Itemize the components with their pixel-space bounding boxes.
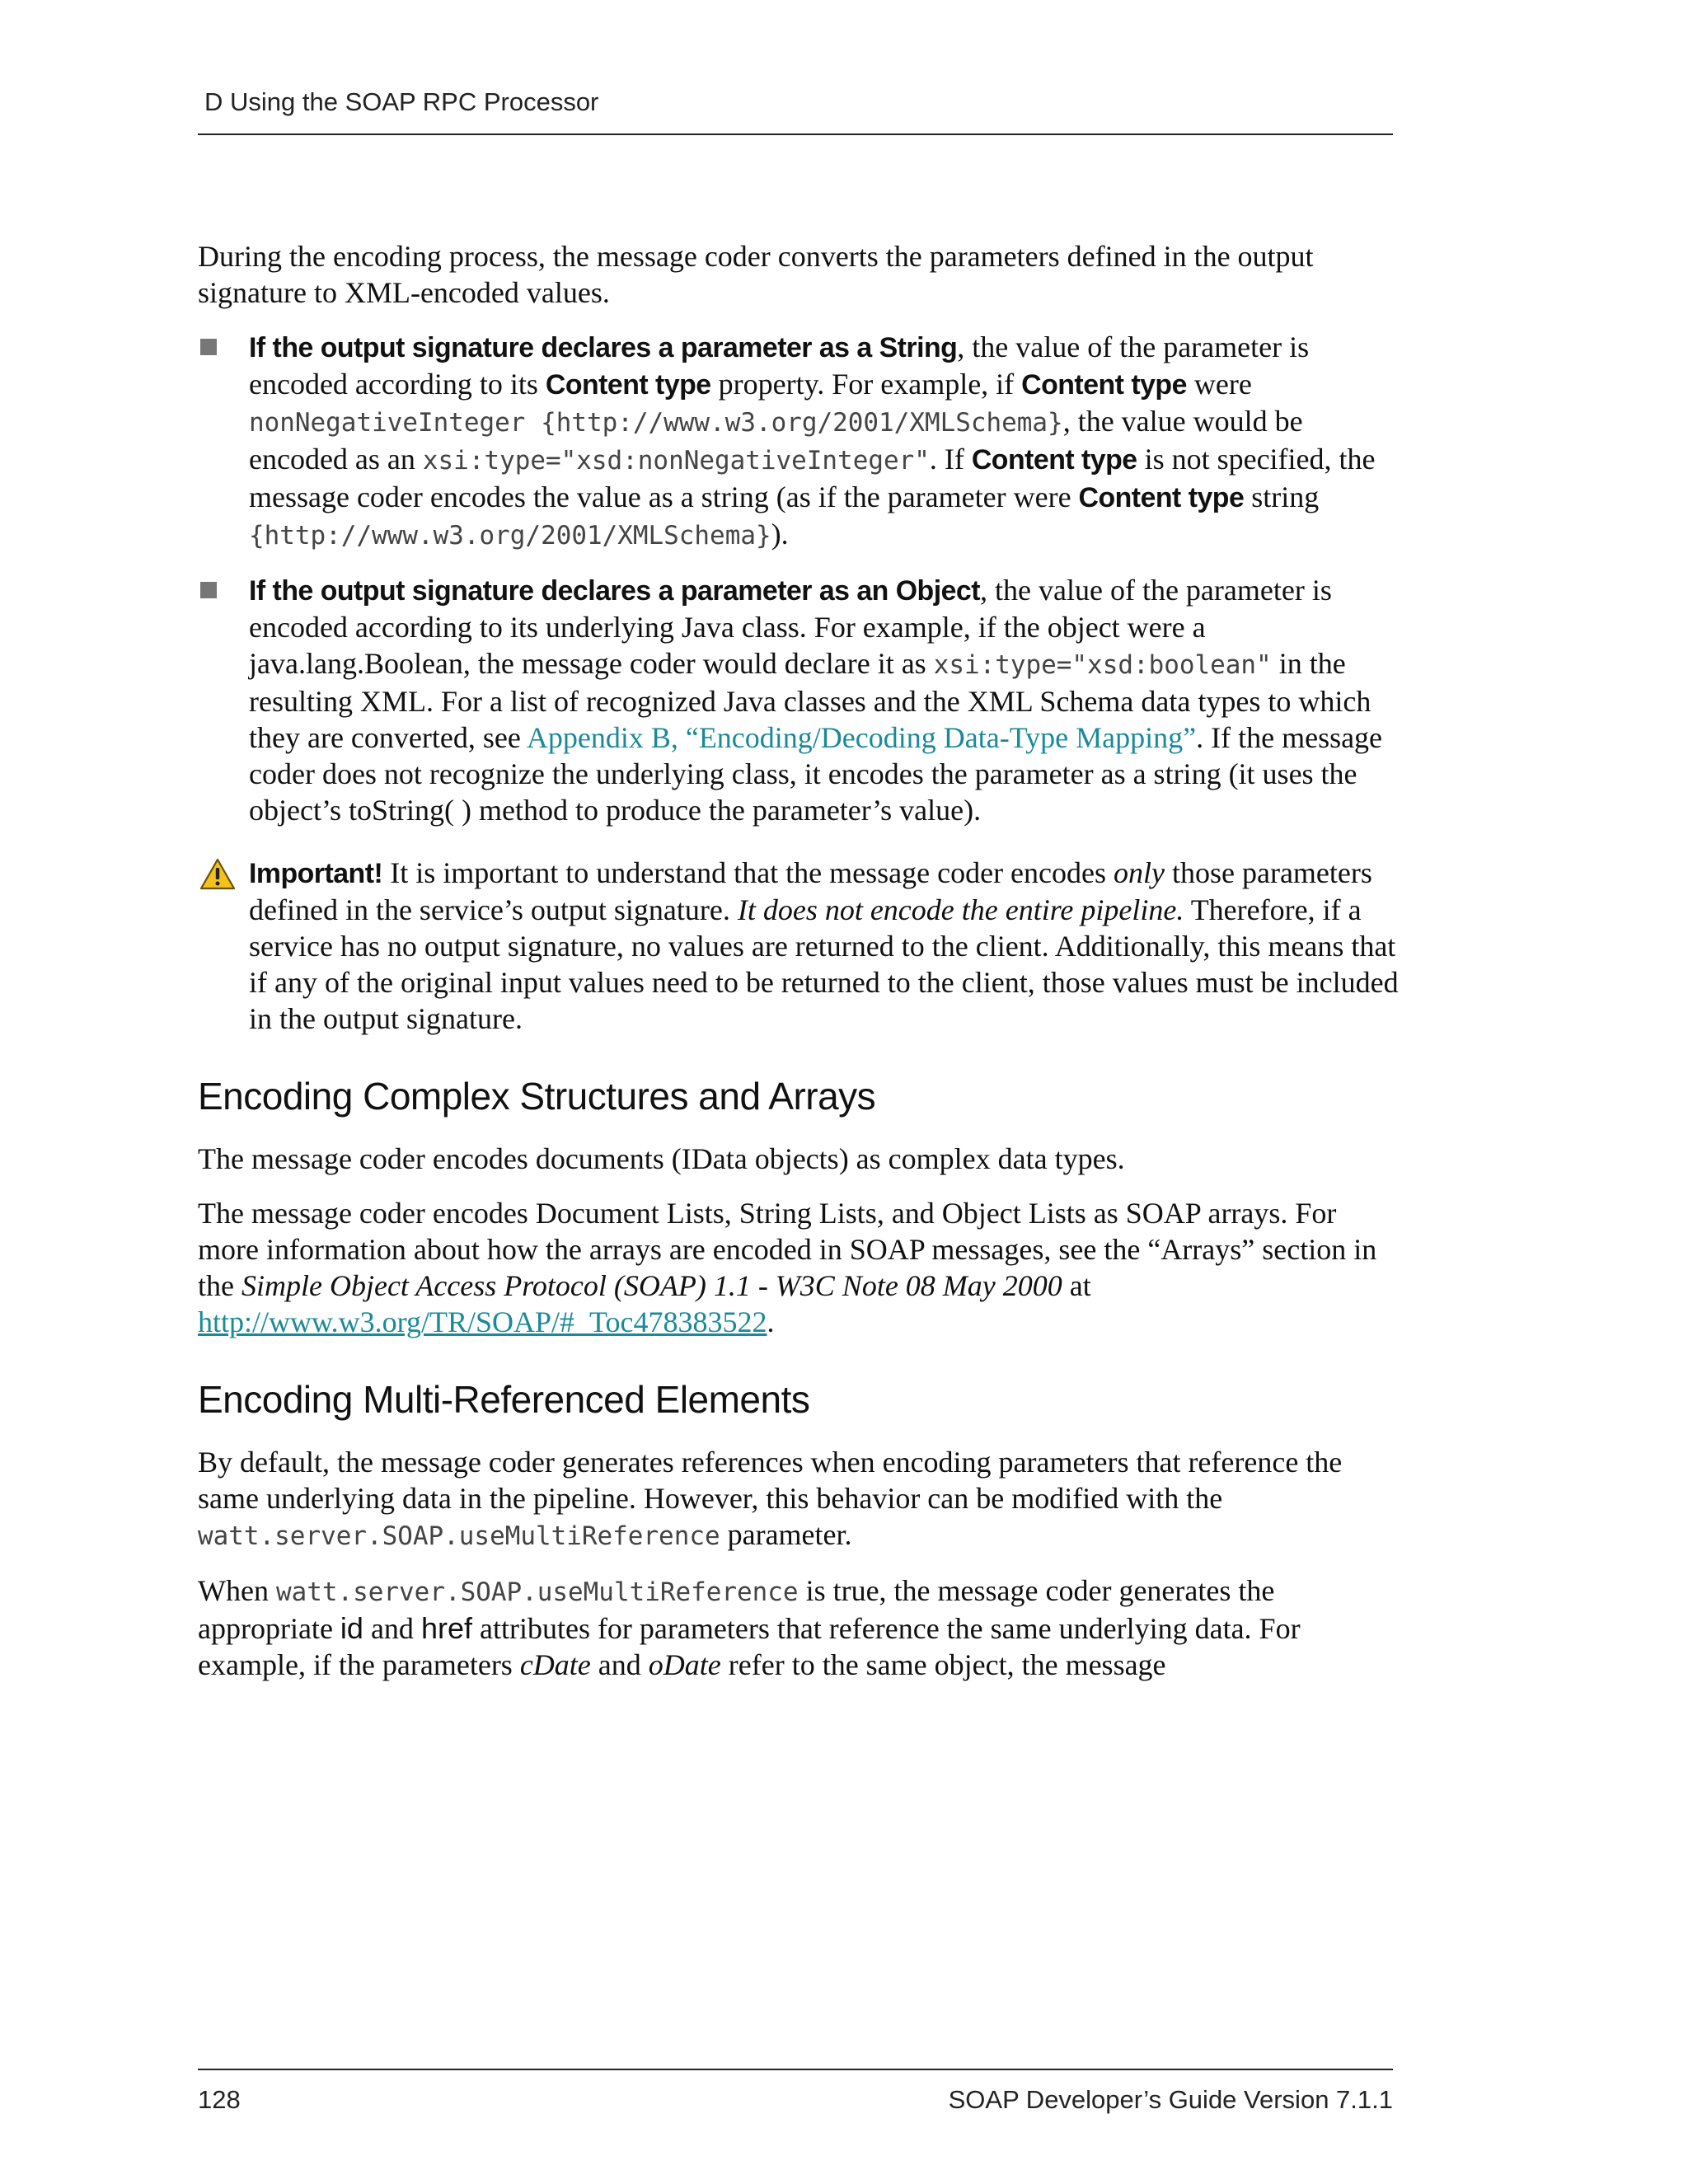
list-item-string: If the output signature declares a parameter as a String, the value of the parameter is encoded according to its Content type property. For example, if Content type were nonNegativeInteger {http://www.w3.org/2001/XMLSchema}, the value would be encoded as an xsi:type="xsd:nonNegativeInteger". If Content type is not specified, the message coder encodes the value as a string (as if the parameter were Content type string {http://www.w3.org/2001/XMLSchema}). — [198, 329, 1401, 554]
section-heading-complex-structures: Encoding Complex Structures and Arrays — [198, 1075, 876, 1118]
important-note: Important! It is important to understand that the message coder encodes only those parameters defined in the service’s output signature. It does not encode the entire pipeline. Therefore, if a service has no output signature, no values are returned to the client. Additionally, this means that if any of the original input values need to be returned to the client, those values must be included in the output signature. — [198, 855, 1401, 1037]
square-bullet-icon — [200, 339, 217, 355]
list-item-object: If the output signature declares a parameter as an Object, the value of the parameter is encoded according to its underlying Java class. For example, if the object were a java.lang.Boolean, the message coder would declare it as xsi:type="xsd:boolean" in the resulting XML. For a list of recognized Java classes and the XML Schema data types to which they are converted, see Appendix B, “Encoding/Decoding Data-Type Mapping”. If the message coder does not recognize the underlying class, it encodes the parameter as a string (it uses the object’s toString( ) method to produce the parameter’s value). — [198, 572, 1401, 828]
document-title: SOAP Developer’s Guide Version 7.1.1 — [948, 2085, 1393, 2114]
appendix-b-link[interactable]: Appendix B, “Encoding/Decoding Data-Type Mapping” — [526, 721, 1197, 754]
intro-paragraph: During the encoding process, the message coder converts the parameters defined in the output signature to XML-encoded values. — [198, 240, 1314, 309]
section-heading-multi-referenced: Encoding Multi-Referenced Elements — [198, 1378, 810, 1421]
multi-referenced-paragraph-1: By default, the message coder generates references when encoding parameters that reference the same underlying data in the pipeline. However, this behavior can be modified with the watt.server.SOAP.useMultiReference parameter. — [198, 1446, 1343, 1551]
multi-referenced-paragraph-2: When watt.server.SOAP.useMultiReference is true, the message coder generates the appropriate id and href attributes for parameters that reference the same underlying data. For example, if the parameters cDate and oDate refer to the same object, the message — [198, 1574, 1301, 1681]
square-bullet-icon — [200, 582, 217, 598]
page-number: 128 — [198, 2085, 241, 2114]
encoding-rules-list — [198, 329, 1401, 828]
page-header — [198, 86, 1393, 135]
running-header: D Using the SOAP RPC Processor — [204, 87, 599, 116]
page-footer — [198, 2069, 1393, 2120]
warning-icon — [199, 858, 236, 891]
soap-spec-link[interactable]: http://www.w3.org/TR/SOAP/#_Toc478383522 — [198, 1305, 767, 1338]
complex-structures-paragraph-1: The message coder encodes documents (IData objects) as complex data types. — [198, 1142, 1125, 1175]
page-content — [198, 238, 1401, 1701]
important-label: Important! — [249, 858, 383, 889]
complex-structures-paragraph-2: The message coder encodes Document Lists, String Lists, and Object Lists as SOAP arrays. For more information about how the arrays are encoded in SOAP messages, see the “Arrays” section in the Simple Object Access Protocol (SOAP) 1.1 - W3C Note 08 May 2000 at http://www.w3.org/TR/SOAP/#_Toc478383522. — [198, 1197, 1377, 1338]
